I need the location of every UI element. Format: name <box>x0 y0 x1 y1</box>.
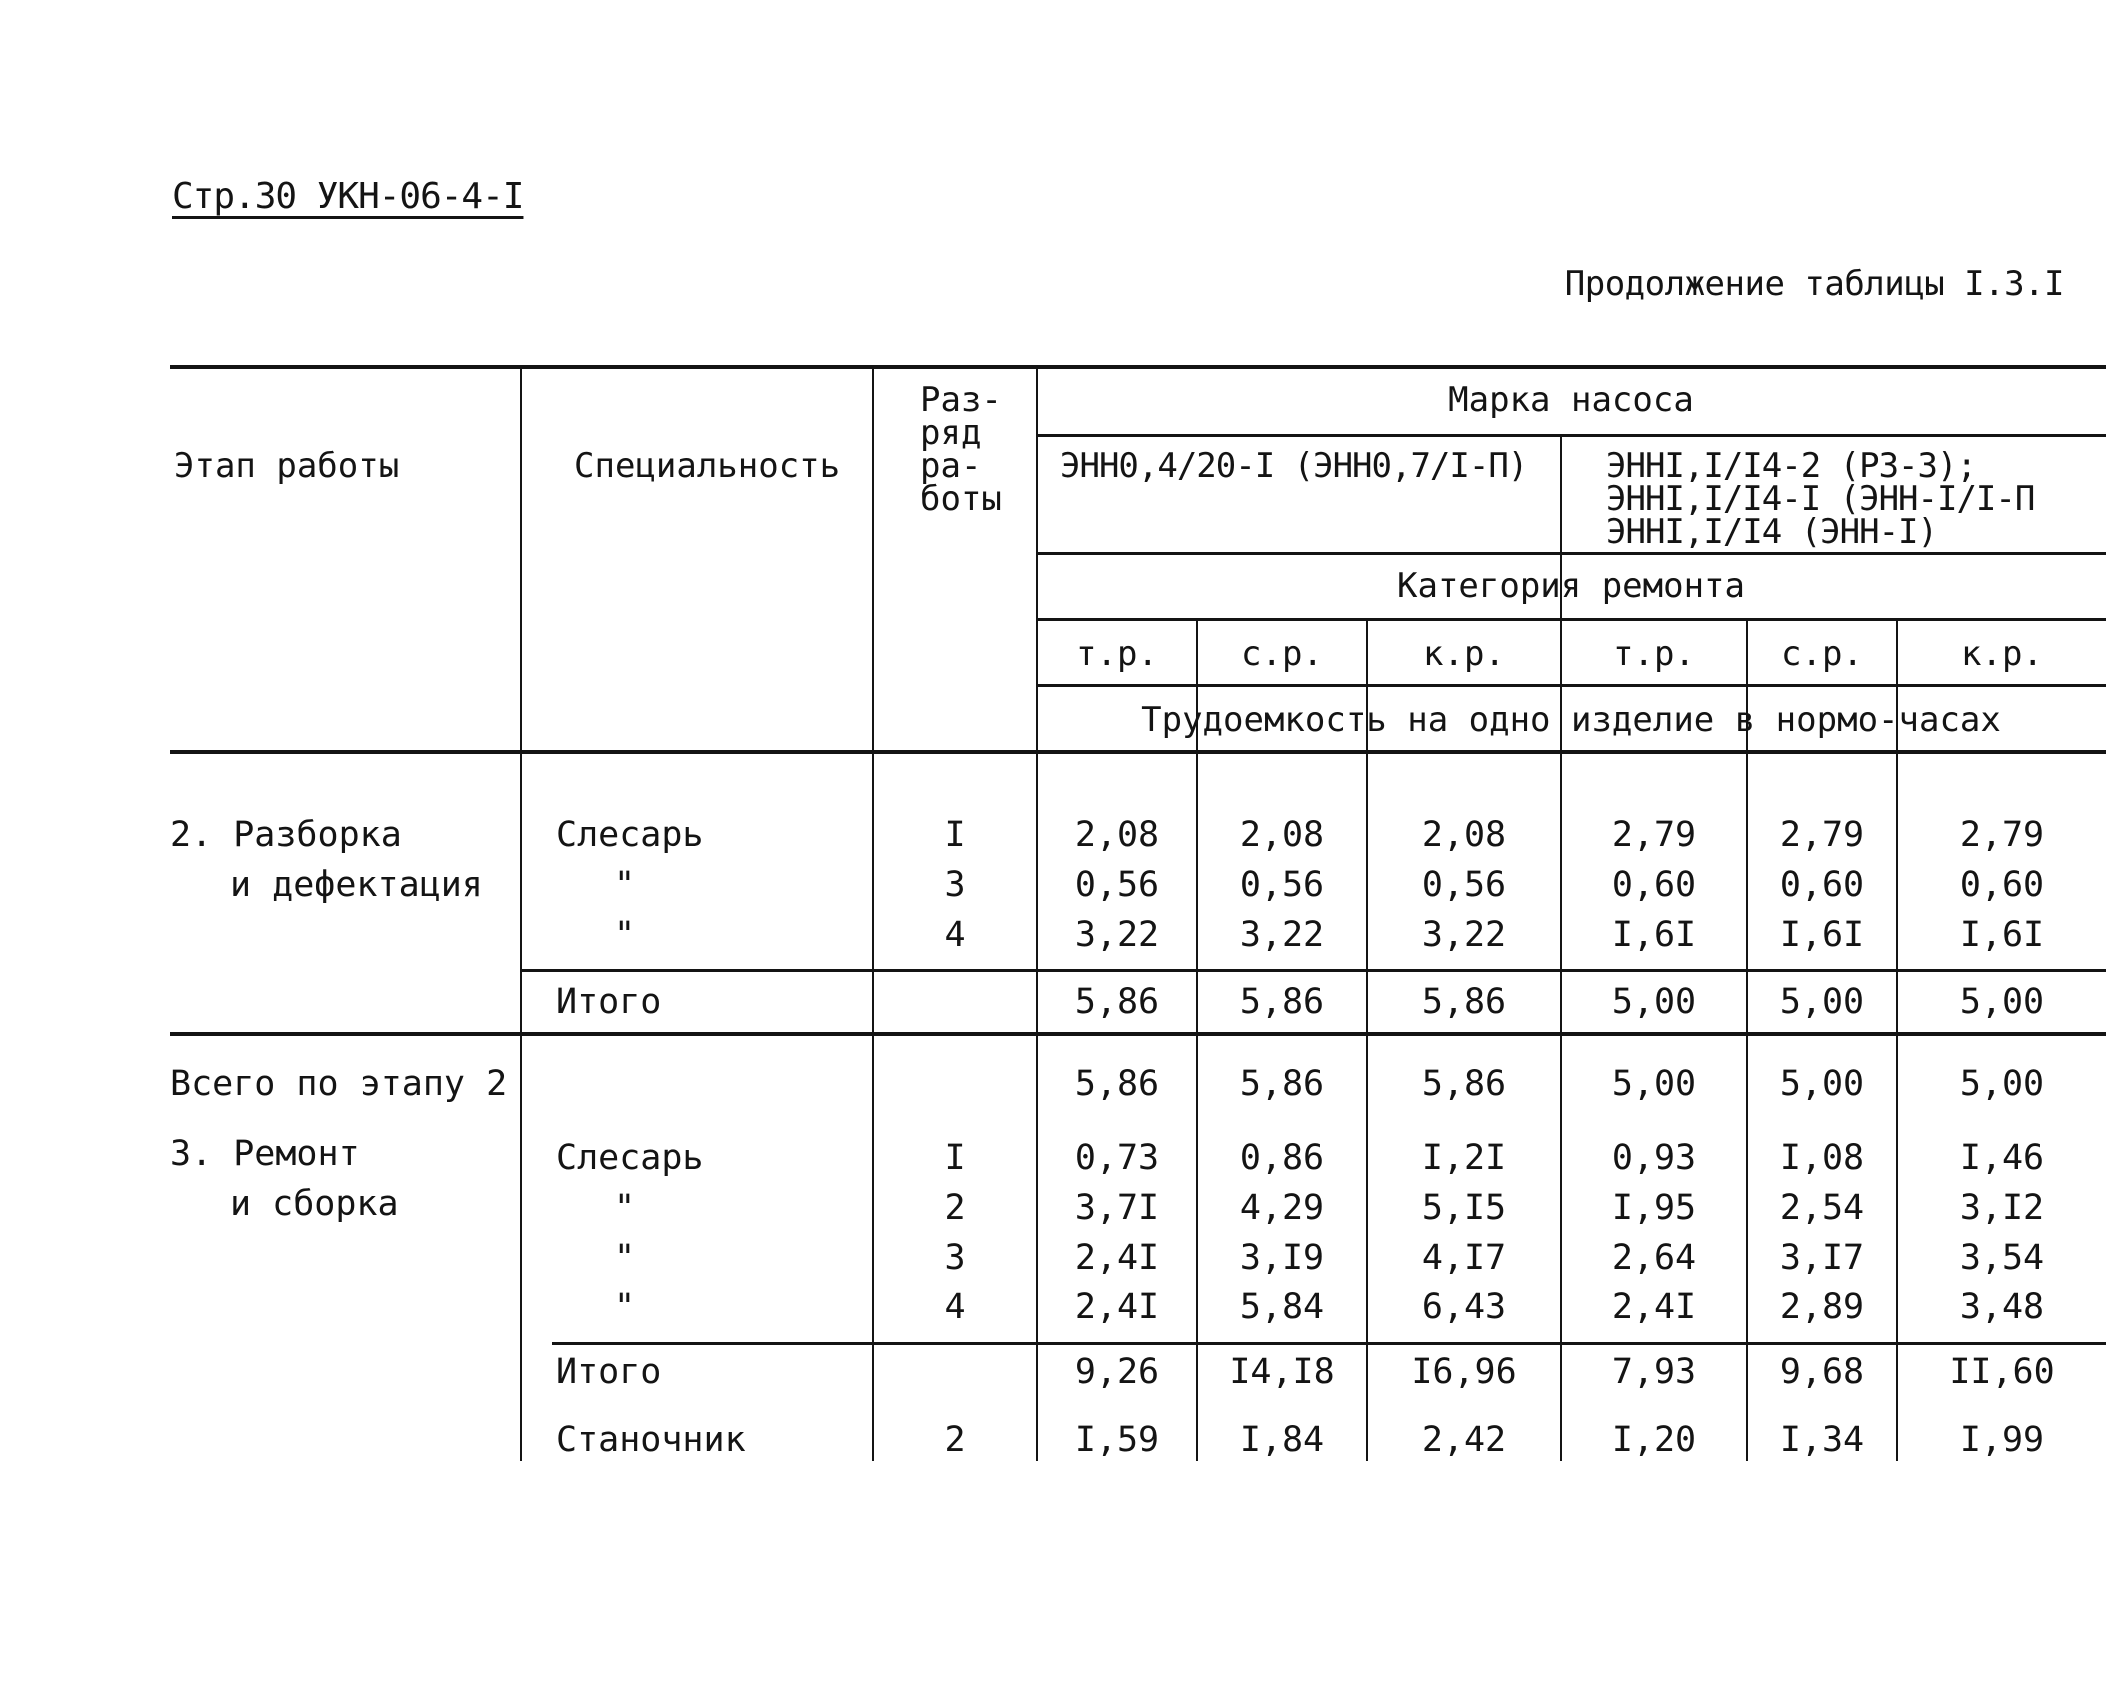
grade-cell: I <box>944 815 966 855</box>
value-cell: I,6I <box>1611 915 1697 955</box>
value-cell: 2,54 <box>1779 1188 1865 1228</box>
value-cell: 2,64 <box>1611 1238 1697 1278</box>
specialty-cell: Слесарь <box>556 815 704 855</box>
value-cell: 4,I7 <box>1421 1238 1507 1278</box>
value-cell: 9,68 <box>1779 1352 1865 1392</box>
value-cell: 5,86 <box>1074 1064 1160 1104</box>
value-cell: I,34 <box>1779 1420 1865 1460</box>
header-grade-line: боты <box>920 479 1002 519</box>
value-cell: I,2I <box>1421 1138 1507 1178</box>
header-pump-group-1: ЭНН0,4/20-I (ЭНН0,7/I-П) <box>1060 446 1528 486</box>
value-cell: I,95 <box>1611 1188 1697 1228</box>
value-cell: 0,73 <box>1074 1138 1160 1178</box>
value-cell: 0,56 <box>1421 865 1507 905</box>
specialty-cell: Станочник <box>556 1420 746 1460</box>
header-labor-note: Трудоемкость на одно изделие в нормо-часах <box>1141 700 2001 740</box>
grade-cell: 3 <box>944 865 966 905</box>
rule-stage2-subtotal <box>520 969 2106 972</box>
category-kr-1: к.р. <box>1423 634 1505 674</box>
rule-header-bottom <box>170 750 2106 754</box>
page-header-code: Стр.30 УКН-06-4-I <box>172 176 524 217</box>
value-cell: 2,79 <box>1779 815 1865 855</box>
value-cell: 3,I2 <box>1959 1188 2045 1228</box>
grade-cell: 4 <box>944 1287 966 1327</box>
specialty-cell: " <box>614 865 636 905</box>
grade-cell: I <box>944 1138 966 1178</box>
value-cell: 5,86 <box>1421 982 1507 1022</box>
header-repair-category: Категория ремонта <box>1397 566 1745 606</box>
vrule-c2 <box>1366 619 1368 1461</box>
value-cell: 2,4I <box>1074 1287 1160 1327</box>
value-cell: 2,79 <box>1611 815 1697 855</box>
grade-cell: 4 <box>944 915 966 955</box>
value-cell: 0,60 <box>1611 865 1697 905</box>
specialty-cell: " <box>614 1188 636 1228</box>
vrule-c4 <box>1746 619 1748 1461</box>
specialty-cell: " <box>614 1238 636 1278</box>
value-cell: 5,00 <box>1611 982 1697 1022</box>
value-cell: I,6I <box>1959 915 2045 955</box>
value-cell: 5,I5 <box>1421 1188 1507 1228</box>
value-cell: 6,43 <box>1421 1287 1507 1327</box>
value-cell: I4,I8 <box>1229 1352 1335 1392</box>
value-cell: 7,93 <box>1611 1352 1697 1392</box>
header-grade-line: Раз- <box>920 380 1002 420</box>
value-cell: 0,60 <box>1779 865 1865 905</box>
category-sr-2: с.р. <box>1781 634 1863 674</box>
pump-group-2-line: ЭННI,I/I4-I (ЭНН-I/I-П <box>1606 479 2035 519</box>
value-cell: 5,84 <box>1239 1287 1325 1327</box>
stage2-name-line: и дефектация <box>230 865 483 905</box>
value-cell: I,99 <box>1959 1420 2045 1460</box>
value-cell: I,84 <box>1239 1420 1325 1460</box>
value-cell: 2,4I <box>1611 1287 1697 1327</box>
value-cell: I,6I <box>1779 915 1865 955</box>
value-cell: 2,79 <box>1959 815 2045 855</box>
value-cell: 2,08 <box>1421 815 1507 855</box>
value-cell: I6,96 <box>1411 1352 1517 1392</box>
value-cell: II,60 <box>1949 1352 2055 1392</box>
vrule-stage <box>520 367 522 1461</box>
value-cell: 5,86 <box>1074 982 1160 1022</box>
header-specialty: Специальность <box>574 446 841 486</box>
table-caption: Продолжение таблицы I.3.I <box>1564 264 2064 304</box>
value-cell: I,46 <box>1959 1138 2045 1178</box>
value-cell: 4,29 <box>1239 1188 1325 1228</box>
rule-top <box>170 365 2106 369</box>
value-cell: 5,00 <box>1779 1064 1865 1104</box>
value-cell: 0,86 <box>1239 1138 1325 1178</box>
category-tr-1: т.р. <box>1076 634 1158 674</box>
pump-group-2-line: ЭННI,I/I4-2 (РЗ-3); <box>1606 446 1976 486</box>
header-grade-line: ряд <box>920 413 982 453</box>
grade-cell: 2 <box>944 1420 966 1460</box>
header-stage: Этап работы <box>174 446 400 486</box>
value-cell: 0,60 <box>1959 865 2045 905</box>
header-grade-line: ра- <box>920 446 982 486</box>
value-cell: 5,00 <box>1779 982 1865 1022</box>
value-cell: I,59 <box>1074 1420 1160 1460</box>
value-cell: 3,48 <box>1959 1287 2045 1327</box>
value-cell: 2,42 <box>1421 1420 1507 1460</box>
rule-stage2-end <box>170 1032 2106 1036</box>
value-cell: 3,7I <box>1074 1188 1160 1228</box>
value-cell: 3,22 <box>1074 915 1160 955</box>
value-cell: 5,00 <box>1959 982 2045 1022</box>
value-cell: 0,93 <box>1611 1138 1697 1178</box>
vrule-c5 <box>1896 619 1898 1461</box>
vrule-c1 <box>1196 619 1198 1461</box>
value-cell: 3,I7 <box>1779 1238 1865 1278</box>
value-cell: I,20 <box>1611 1420 1697 1460</box>
specialty-cell: " <box>614 1287 636 1327</box>
specialty-cell: Слесарь <box>556 1138 704 1178</box>
value-cell: I,08 <box>1779 1138 1865 1178</box>
stage3-name-line: и сборка <box>230 1184 399 1224</box>
value-cell: 5,00 <box>1611 1064 1697 1104</box>
grade-cell: 2 <box>944 1188 966 1228</box>
rule-brand <box>1036 434 2106 437</box>
value-cell: 3,54 <box>1959 1238 2045 1278</box>
value-cell: 2,89 <box>1779 1287 1865 1327</box>
value-cell: 5,86 <box>1421 1064 1507 1104</box>
category-kr-2: к.р. <box>1961 634 2043 674</box>
rule-groups <box>1036 552 2106 555</box>
value-cell: 5,86 <box>1239 1064 1325 1104</box>
stage2-name-line: 2. Разборка <box>170 815 402 855</box>
header-pump-brand: Марка насоса <box>1448 380 1694 420</box>
value-cell: 0,56 <box>1239 865 1325 905</box>
value-cell: 5,00 <box>1959 1064 2045 1104</box>
value-cell: 2,08 <box>1074 815 1160 855</box>
value-cell: 9,26 <box>1074 1352 1160 1392</box>
value-cell: 2,08 <box>1239 815 1325 855</box>
subtotal-label: Итого <box>556 982 662 1022</box>
subtotal-label: Итого <box>556 1352 662 1392</box>
specialty-cell: " <box>614 915 636 955</box>
value-cell: 3,I9 <box>1239 1238 1325 1278</box>
pump-group-2-line: ЭННI,I/I4 (ЭНН-I) <box>1606 512 1937 552</box>
value-cell: 3,22 <box>1421 915 1507 955</box>
stage3-name-line: 3. Ремонт <box>170 1134 360 1174</box>
value-cell: 2,4I <box>1074 1238 1160 1278</box>
value-cell: 0,56 <box>1074 865 1160 905</box>
grade-cell: 3 <box>944 1238 966 1278</box>
rule-stage3-subtotal <box>552 1342 2106 1345</box>
grand-total-label: Всего по этапу 2 <box>170 1064 508 1104</box>
value-cell: 5,86 <box>1239 982 1325 1022</box>
category-sr-1: с.р. <box>1241 634 1323 674</box>
category-tr-2: т.р. <box>1613 634 1695 674</box>
value-cell: 3,22 <box>1239 915 1325 955</box>
